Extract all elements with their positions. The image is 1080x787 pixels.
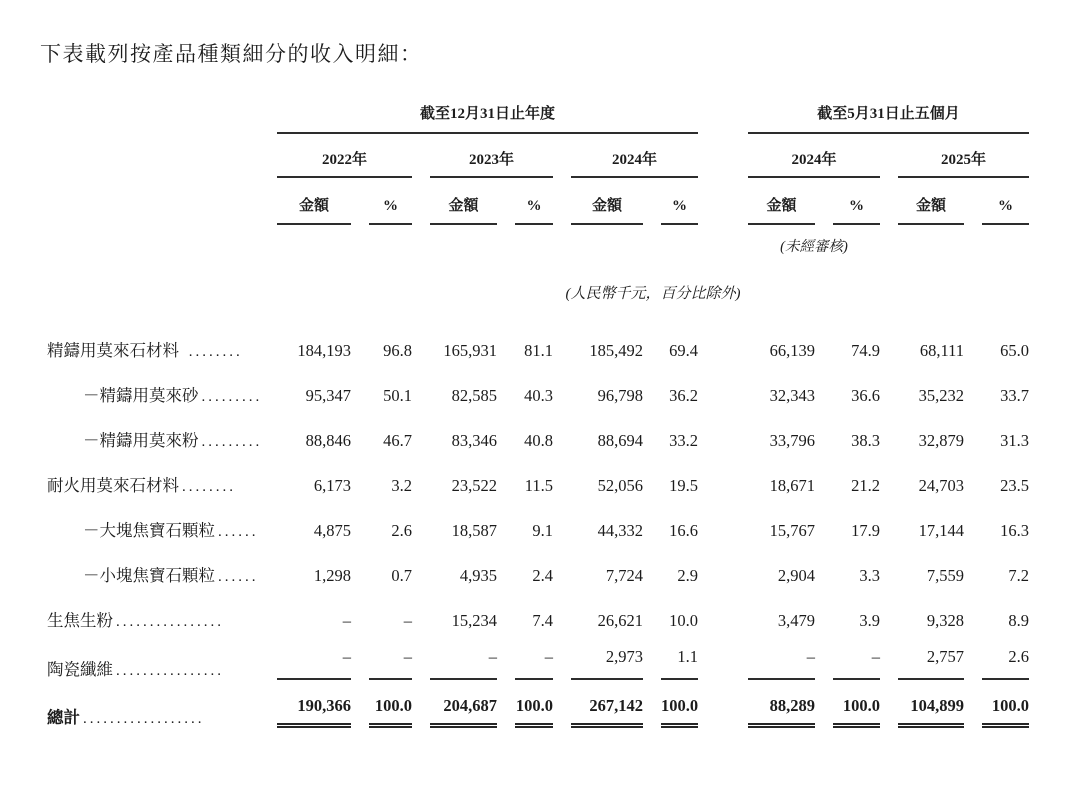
percent-header: %	[506, 178, 562, 225]
row-label: －精鑄用莫來粉 .........	[83, 431, 263, 450]
spacer	[707, 496, 739, 541]
table-row	[38, 541, 1038, 586]
percent-cell: 11.5	[524, 476, 553, 495]
spacer	[707, 451, 739, 496]
amount-cell: 267,142	[562, 680, 652, 728]
percent-cell: –	[403, 611, 412, 630]
amount-cell: 15,234	[451, 611, 497, 630]
amount-cell: 26,621	[597, 611, 643, 630]
spacer	[707, 680, 739, 728]
empty-cell	[38, 225, 739, 256]
row-label: 生焦生粉 ................	[47, 611, 224, 630]
percent-cell: –	[824, 631, 889, 680]
percent-header: %	[360, 178, 421, 225]
dot-leader: ................	[116, 663, 224, 679]
amount-cell: 2,904	[777, 566, 815, 585]
amount-cell: 96,798	[597, 386, 643, 405]
amount-cell: 88,289	[739, 680, 824, 728]
amount-cell: 104,899	[889, 680, 973, 728]
amount-cell: –	[421, 631, 506, 680]
percent-cell: 23.5	[1000, 476, 1029, 495]
amount-cell: 7,724	[605, 566, 643, 585]
amount-cell: 1,298	[313, 566, 351, 585]
percent-cell: 100.0	[360, 680, 421, 728]
percent-cell: 3.3	[859, 566, 880, 585]
spacer	[707, 178, 739, 225]
column-group-header-five-months: 截至5月31日止五個月	[739, 102, 1038, 134]
amount-header: 金額	[268, 178, 360, 225]
percent-cell: 31.3	[1000, 431, 1029, 450]
amount-cell: 7,559	[926, 566, 964, 585]
column-group-row	[38, 102, 1038, 134]
table-row	[38, 307, 1038, 361]
percent-cell: 96.8	[383, 341, 412, 360]
dot-leader: .........	[201, 434, 263, 450]
percent-cell: 69.4	[669, 341, 698, 360]
year-header-row	[38, 134, 1038, 178]
percent-cell: 2.6	[391, 521, 412, 540]
percent-cell: 21.2	[851, 476, 880, 495]
spacer	[707, 586, 739, 631]
amount-cell: 204,687	[421, 680, 506, 728]
unit-note-row	[38, 256, 1038, 307]
column-group-header-annual: 截至12月31日止年度	[268, 102, 707, 134]
percent-cell: 50.1	[383, 386, 412, 405]
amount-cell: –	[342, 611, 351, 630]
amount-cell: 6,173	[313, 476, 351, 495]
amount-cell: 82,585	[451, 386, 497, 405]
percent-cell: 1.1	[652, 631, 707, 680]
row-label: 耐火用莫來石材料 ........	[47, 476, 236, 495]
empty-cell	[38, 256, 268, 307]
amount-cell: 18,587	[451, 521, 497, 540]
percent-cell: 9.1	[532, 521, 553, 540]
amount-cell: 32,343	[769, 386, 815, 405]
percent-cell: 36.2	[669, 386, 698, 405]
amount-cell: 88,694	[597, 431, 643, 450]
percent-cell: 100.0	[652, 680, 707, 728]
table-row	[38, 361, 1038, 406]
dot-leader: ........	[182, 344, 243, 360]
amount-cell: –	[739, 631, 824, 680]
percent-cell: 100.0	[506, 680, 562, 728]
amount-header: 金額	[889, 178, 973, 225]
unaudited-row	[38, 225, 1038, 256]
percent-cell: 40.8	[524, 431, 553, 450]
percent-cell: 10.0	[669, 611, 698, 630]
dot-leader: ................	[116, 614, 224, 630]
year-header-2022: 2022年	[268, 134, 421, 178]
amount-cell: 44,332	[597, 521, 643, 540]
row-label: －小塊焦寶石顆粒 ......	[83, 566, 259, 585]
percent-cell: 0.7	[391, 566, 412, 585]
percent-cell: 65.0	[1000, 341, 1029, 360]
unit-note: (人民幣千元，百分比除外)	[565, 286, 741, 302]
amount-cell: 18,671	[769, 476, 815, 495]
page-title: 下表載列按產品種類細分的收入明細：	[40, 42, 423, 66]
amount-cell: 88,846	[305, 431, 351, 450]
amount-cell: 24,703	[918, 476, 964, 495]
dot-leader: ..................	[83, 711, 205, 727]
amount-cell: 15,767	[769, 521, 815, 540]
percent-cell: 36.6	[851, 386, 880, 405]
spacer	[707, 541, 739, 586]
amount-cell: 32,879	[918, 431, 964, 450]
row-label: 精鑄用莫來石材料 ........	[47, 341, 243, 360]
empty-cell	[889, 225, 1038, 256]
percent-cell: 16.6	[669, 521, 698, 540]
row-label: 總計 ..................	[47, 708, 205, 727]
row-label: －精鑄用莫來砂 .........	[83, 386, 263, 405]
amount-cell: 17,144	[918, 521, 964, 540]
amount-cell: 184,193	[297, 341, 351, 360]
amount-cell: 4,875	[313, 521, 351, 540]
empty-cell	[38, 134, 268, 178]
percent-cell: 38.3	[851, 431, 880, 450]
percent-cell: 33.7	[1000, 386, 1029, 405]
spacer	[707, 102, 739, 134]
year-header-2025-5m: 2025年	[889, 134, 1038, 178]
subheader-row	[38, 178, 1038, 225]
dot-leader: ........	[182, 479, 236, 495]
percent-cell: 16.3	[1000, 521, 1029, 540]
percent-cell: 100.0	[973, 680, 1038, 728]
table-row	[38, 406, 1038, 451]
amount-cell: 185,492	[589, 341, 643, 360]
dot-leader: .........	[201, 389, 263, 405]
amount-header: 金額	[739, 178, 824, 225]
revenue-breakdown-table	[38, 102, 1038, 728]
percent-cell: 100.0	[824, 680, 889, 728]
spacer	[707, 134, 739, 178]
amount-cell: 9,328	[926, 611, 964, 630]
percent-cell: –	[360, 631, 421, 680]
percent-cell: 17.9	[851, 521, 880, 540]
amount-cell: 95,347	[305, 386, 351, 405]
amount-cell: 190,366	[268, 680, 360, 728]
row-label: －大塊焦寶石顆粒 ......	[83, 521, 259, 540]
percent-cell: 81.1	[524, 341, 553, 360]
percent-cell: 8.9	[1008, 611, 1029, 630]
spacer	[707, 307, 739, 361]
year-header-2023: 2023年	[421, 134, 562, 178]
percent-cell: –	[506, 631, 562, 680]
percent-cell: 2.6	[973, 631, 1038, 680]
percent-cell: 33.2	[669, 431, 698, 450]
amount-cell: 83,346	[451, 431, 497, 450]
percent-cell: 2.9	[677, 566, 698, 585]
amount-cell: 165,931	[443, 341, 497, 360]
empty-cell	[38, 178, 268, 225]
amount-cell: 66,139	[769, 341, 815, 360]
amount-cell: 3,479	[777, 611, 815, 630]
total-row	[38, 680, 1038, 728]
percent-header: %	[824, 178, 889, 225]
percent-cell: 74.9	[851, 341, 880, 360]
amount-cell: 23,522	[451, 476, 497, 495]
amount-cell: 4,935	[459, 566, 497, 585]
spacer	[707, 631, 739, 680]
percent-cell: 7.2	[1008, 566, 1029, 585]
table-row	[38, 496, 1038, 541]
dot-leader: ......	[218, 524, 259, 540]
year-header-2024: 2024年	[562, 134, 707, 178]
table-row	[38, 451, 1038, 496]
amount-cell: 35,232	[918, 386, 964, 405]
spacer	[707, 361, 739, 406]
percent-cell: 2.4	[532, 566, 553, 585]
percent-cell: 46.7	[383, 431, 412, 450]
percent-header: %	[973, 178, 1038, 225]
amount-cell: –	[268, 631, 360, 680]
amount-cell: 68,111	[919, 341, 964, 360]
amount-cell: 52,056	[597, 476, 643, 495]
percent-cell: 40.3	[524, 386, 553, 405]
amount-cell: 33,796	[769, 431, 815, 450]
amount-header: 金額	[562, 178, 652, 225]
unaudited-note: (未經審核)	[780, 239, 848, 255]
table-row	[38, 586, 1038, 631]
amount-header: 金額	[421, 178, 506, 225]
percent-cell: 3.9	[859, 611, 880, 630]
percent-header: %	[652, 178, 707, 225]
percent-cell: 7.4	[532, 611, 553, 630]
row-label: 陶瓷纖維 ................	[47, 660, 224, 679]
spacer	[707, 406, 739, 451]
amount-cell: 2,757	[889, 631, 973, 680]
amount-cell: 2,973	[562, 631, 652, 680]
empty-cell	[38, 102, 268, 134]
table-row	[38, 631, 1038, 680]
dot-leader: ......	[218, 569, 259, 585]
percent-cell: 19.5	[669, 476, 698, 495]
year-header-2024-5m: 2024年	[739, 134, 889, 178]
percent-cell: 3.2	[391, 476, 412, 495]
